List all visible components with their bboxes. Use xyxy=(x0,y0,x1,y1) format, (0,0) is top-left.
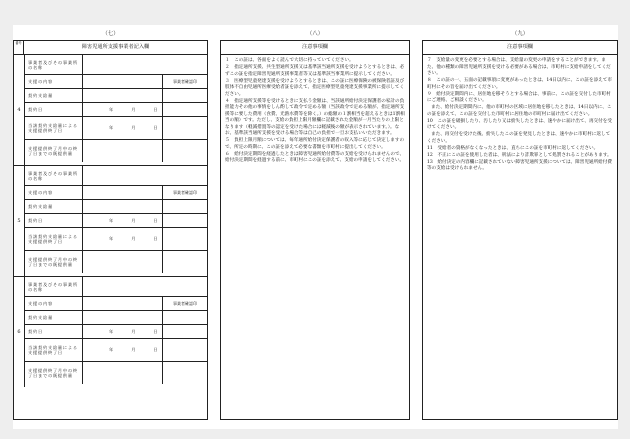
note-item: ８ この証の一、五面の記載事項に変更があったときは、14日以内に、この証を添えて市町村にその旨を届け出てください。 xyxy=(427,78,612,90)
provider-stamp-box[interactable] xyxy=(162,251,207,273)
note-item: ９ 給付決定期間内に、居住地を移そうとする場合は、事前に、この証を交付した市町村にご連絡、ご相談ください。 xyxy=(427,91,611,103)
year-label: 年 xyxy=(109,236,114,241)
day-label: 日 xyxy=(153,217,158,223)
day-label: 日 xyxy=(153,236,158,241)
note-item: ７ 支給量の変更を必要とする場合は、支給量の変更の申請をすることができます。また、他の種類の障害児通所支援を受ける必要がある場合は、市町村に支給申請をしてください。 xyxy=(427,58,611,76)
number-column-header: 番号 xyxy=(14,41,24,54)
block-number: 5 xyxy=(14,166,25,276)
note-item: ２ 指定通所支援、共生型通所支援又は基準該当通所支援を受けようとするときは、必ずこの証を指定障害児通所支援事業者等又は基準該当事業所に提示してください。 xyxy=(225,65,405,77)
contract-end-value[interactable] xyxy=(83,228,162,250)
support-content-label: 支援の内容 xyxy=(25,297,83,310)
contract-date-value[interactable] xyxy=(83,325,162,338)
notes-panel-middle xyxy=(220,40,410,420)
contract-amount-value[interactable] xyxy=(83,311,162,324)
month-label: 月 xyxy=(131,217,136,223)
provider-name-label: 事業者及びその事業所の名称 xyxy=(25,277,83,296)
provider-stamp-box[interactable] xyxy=(162,311,207,324)
provider-stamp-box[interactable] xyxy=(162,339,207,361)
provider-stamp-box[interactable] xyxy=(162,103,207,116)
contract-end-value[interactable] xyxy=(83,117,162,139)
note-item: 13 給付決定の内容欄に記載されていない障害児通所支援については、障害児通所給付費等の支給は受けられません。 xyxy=(427,159,612,171)
contract-amount-value[interactable] xyxy=(83,89,162,102)
contract-date-label: 契約日 xyxy=(25,325,83,338)
provided-amount-label: 支援提供終了月中の終了日までの既提供量 xyxy=(25,251,83,273)
contract-date-label: 契約日 xyxy=(25,214,83,227)
provider-entry-block xyxy=(14,166,207,277)
provided-amount-row xyxy=(25,140,207,162)
day-label: 日 xyxy=(153,125,158,130)
note-item: ３ 医療型児童発達支援を受けようとするときは、この証に医療保険の被保険者証及び肢体不自由児通所医療受給者証を添えて、指定医療型児童発達支援事業所に提示してください。 xyxy=(225,78,405,97)
support-content-row xyxy=(25,297,207,311)
provider-stamp-box[interactable] xyxy=(162,362,207,384)
provider-name-row xyxy=(25,277,207,297)
provided-amount-label: 支援提供終了月中の終了日までの既提供量 xyxy=(25,362,83,384)
contract-amount-value[interactable] xyxy=(83,200,162,213)
provider-stamp-box[interactable] xyxy=(162,228,207,250)
provider-name-value[interactable] xyxy=(83,166,207,185)
contract-end-row xyxy=(25,228,207,251)
provider-entry-block xyxy=(14,55,207,166)
note-item: 10 この証を破損したり、汚したり又は紛失したときは、速やかに届け出て、再交付を受けてください。 xyxy=(427,118,612,130)
contract-date-row xyxy=(25,103,207,117)
contract-amount-label: 契約支給量 xyxy=(25,311,83,324)
provided-amount-value[interactable] xyxy=(83,140,162,162)
provider-entry-panel xyxy=(13,40,208,420)
recipient-card-sheet xyxy=(13,25,618,429)
page-number-left: （七） xyxy=(102,31,119,37)
provider-entry-header xyxy=(14,41,207,55)
block-number: 4 xyxy=(14,55,25,165)
year-label: 年 xyxy=(109,347,114,352)
note-item: また、再交付を受けた後、紛失したこの証を発見したときは、速やかに市町村に返してください。 xyxy=(427,132,611,144)
provider-name-label: 事業者及びその事業所の名称 xyxy=(25,166,83,185)
contract-amount-row xyxy=(25,311,207,325)
day-label: 日 xyxy=(153,106,158,112)
provided-amount-value[interactable] xyxy=(83,251,162,273)
contract-date-label: 契約日 xyxy=(25,103,83,116)
contract-end-row xyxy=(25,339,207,362)
support-content-value[interactable] xyxy=(83,297,162,310)
contract-end-label: 当該契約支給量による支援提供終了日 xyxy=(25,228,83,250)
support-content-value[interactable] xyxy=(83,186,162,199)
note-item: ５ 負担上限月額については、毎年通所給付決定保護者の収入等に応じて決定しますので、所定の時期に、この証を添えて必要な書類を市町村に提出してください。 xyxy=(225,138,405,150)
provider-stamp-box[interactable] xyxy=(162,117,207,139)
provider-entry-block xyxy=(14,277,207,387)
year-label: 年 xyxy=(109,125,114,130)
provided-amount-label: 支援提供終了月中の終了日までの既提供量 xyxy=(25,140,83,162)
day-label: 日 xyxy=(153,347,158,352)
contract-end-value[interactable] xyxy=(83,339,162,361)
notes-panel-right xyxy=(422,40,618,420)
note-item: また、給付決定期間内に、他の市町村の区域に居住地を移したときは、14日以内に、この証を添えて、この証を交付した市町村に居住地の市町村に届け出てください。 xyxy=(427,105,612,117)
contract-amount-row xyxy=(25,200,207,214)
notes-list-right xyxy=(423,55,617,173)
provider-stamp-label: 事業者確認印 xyxy=(162,186,207,199)
provider-name-label: 事業者及びその事業所の名称 xyxy=(25,55,83,74)
contract-amount-row xyxy=(25,89,207,103)
contract-date-value[interactable] xyxy=(83,103,162,116)
month-label: 月 xyxy=(131,125,136,130)
provider-name-value[interactable] xyxy=(83,277,207,296)
note-item: １ この証は、各面をよく読んで大切に持っていてください。 xyxy=(225,58,354,63)
notes-title-middle: 注意事項欄 xyxy=(221,41,409,55)
year-label: 年 xyxy=(109,217,114,223)
year-label: 年 xyxy=(109,106,114,112)
provider-name-row xyxy=(25,55,207,75)
month-label: 月 xyxy=(131,328,136,334)
provider-name-value[interactable] xyxy=(83,55,207,74)
note-item: ４ 指定通所支援等を受けるときに支払う金額は、当該通所給付決定保護者の家計の負担能力その他の事情をしん酌して政令で定める額（当該政令で定める額が、指定通所支援等に要した費用（食費、光熱水費等を除く。）の総額の１割相当を超えるときは1割相当の額）です。ただし、支給の負担上限月額欄に記載された金額が一月当たりの上限となります（軽減措置等の認定を受けた場合には軽減後の額が表示されています。）。なお、基準該当通所支援を受ける場合等は自己の負担で一旦お支払いいただきます。 xyxy=(225,98,405,136)
support-content-value[interactable] xyxy=(83,75,162,88)
notes-list-middle xyxy=(221,55,409,165)
provided-amount-row xyxy=(25,251,207,273)
provider-stamp-label: 事業者確認印 xyxy=(162,297,207,310)
provider-name-row xyxy=(25,166,207,186)
year-label: 年 xyxy=(109,328,114,334)
note-item: 11 受給者の資格がなくなったときは、直ちにこの証を市町村に返してください。 xyxy=(427,145,599,151)
provider-entry-title: 障害児通所支援事業者記入欄 xyxy=(81,44,150,50)
month-label: 月 xyxy=(131,236,136,241)
notes-title-right: 注意事項欄 xyxy=(423,41,617,55)
support-content-row xyxy=(25,186,207,200)
contract-amount-label: 契約支給量 xyxy=(25,89,83,102)
provided-amount-row xyxy=(25,362,207,384)
month-label: 月 xyxy=(131,347,136,352)
contract-end-row xyxy=(25,117,207,140)
provider-stamp-box[interactable] xyxy=(162,325,207,338)
contract-date-row xyxy=(25,325,207,339)
support-content-row xyxy=(25,75,207,89)
support-content-label: 支援の内容 xyxy=(25,186,83,199)
provider-stamp-box[interactable] xyxy=(162,89,207,102)
provider-stamp-box[interactable] xyxy=(162,200,207,213)
contract-date-row xyxy=(25,214,207,228)
support-content-label: 支援の内容 xyxy=(25,75,83,88)
page-number-right: （九） xyxy=(511,31,529,37)
provider-stamp-box[interactable] xyxy=(162,140,207,162)
provider-stamp-box[interactable] xyxy=(162,214,207,227)
note-item: ６ 給付決定期間を経過したときは障害児通所給付費等の支給を受けられませんので、給付決定期間を経過する前に、市町村にこの証を添えて、支給の申請をしてください。 xyxy=(225,151,405,163)
contract-amount-label: 契約支給量 xyxy=(25,200,83,213)
page-number-middle: （八） xyxy=(306,31,324,37)
block-number: 6 xyxy=(14,277,25,387)
note-item: 12 不正にこの証を使用した者は、刑法により詐欺罪として処罰されることがあります。 xyxy=(427,152,612,158)
provided-amount-value[interactable] xyxy=(83,362,162,384)
contract-end-label: 当該契約支給量による支援提供終了日 xyxy=(25,117,83,139)
contract-date-value[interactable] xyxy=(83,214,162,227)
contract-end-label: 当該契約支給量による支援提供終了日 xyxy=(25,339,83,361)
month-label: 月 xyxy=(131,106,136,112)
provider-stamp-label: 事業者確認印 xyxy=(162,75,207,88)
day-label: 日 xyxy=(153,328,158,334)
